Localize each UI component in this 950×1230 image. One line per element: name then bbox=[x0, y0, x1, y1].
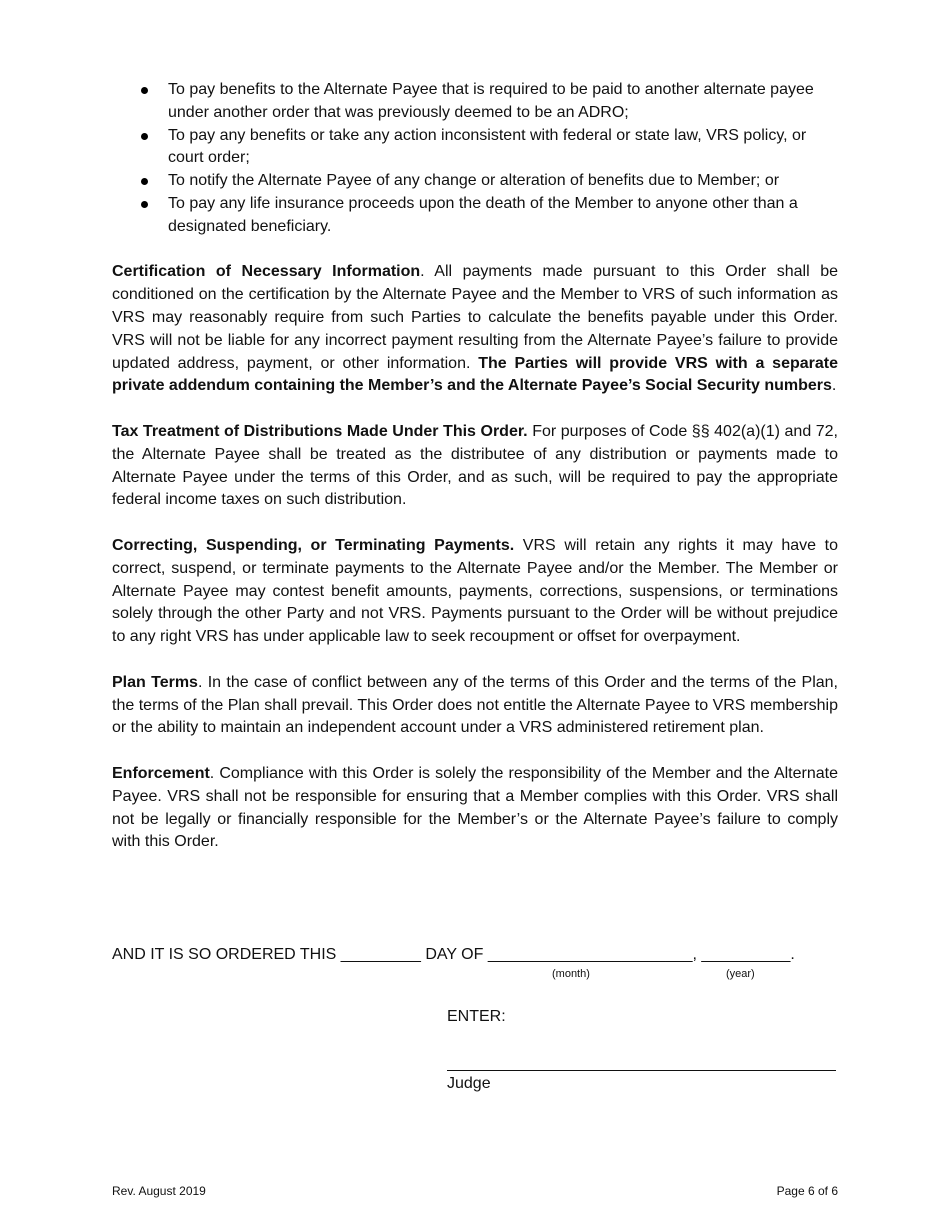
judge-label: Judge bbox=[447, 1075, 491, 1092]
section-heading: Enforcement bbox=[112, 764, 210, 782]
correcting-payments-section bbox=[112, 535, 838, 649]
section-text: VRS will retain any rights it may have to correct, suspend, or terminate payments to the Alternate Payee and/or the Member. The Member or Alternate Payee may contest benefit amounts, payments, corrections, suspensions, or terminations solely through the other Party and not VRS. Payments pursuant to the Order will be without prejudice to any right VRS has under applicable law to seek recoupment or offset for overpayment. bbox=[112, 536, 838, 646]
section-heading: Tax Treatment of Distributions Made Under This Order. bbox=[112, 422, 528, 440]
list-item: To pay any benefits or take any action inconsistent with federal or state law, VRS policy, or court order; bbox=[112, 125, 838, 171]
section-bold-text: The Parties will provide VRS with a separate private addendum containing the Member’s and the Alternate Payee’s Social Security numbers bbox=[112, 354, 839, 395]
page-number: Page 6 of 6 bbox=[776, 1184, 838, 1198]
tax-treatment-section bbox=[112, 421, 838, 512]
order-block bbox=[112, 946, 838, 980]
list-item: To pay benefits to the Alternate Payee that is required to be paid to another alternate payee under another order that was previously deemed to be an ADRO; bbox=[112, 79, 838, 125]
bullet-icon bbox=[141, 178, 148, 185]
certification-section: Certification of Necessary Information. All payments made pursuant to this Order shall be conditioned on the certification by the Alternate Payee and the Member to VRS of such information as VRS may reasonably require from such Parties to calculate the benefits payable under this Order. VRS will not be liable for any incorrect payment resulting from the Alternate Payee’s failure to provide updated address, payment, or other information. The Parties will provide VRS with a separate private addendum containing the Member’s and the Alternate Payee’s Social Security numbers. bbox=[112, 263, 839, 395]
section-text: . In the case of conflict between any of the terms of this Order and the terms of the Plan, the terms of the Plan shall prevail. This Order does not entitle the Alternate Payee to VRS membership or the ability to maintain an independent account under a VRS administered retirement plan. bbox=[112, 673, 839, 737]
judge-signature-line bbox=[447, 1070, 836, 1071]
exclusion-list bbox=[112, 79, 838, 239]
bullet-icon bbox=[141, 133, 148, 140]
section-heading: Correcting, Suspending, or Terminating Payments. bbox=[112, 536, 515, 554]
month-caption: (month) bbox=[552, 968, 590, 980]
section-heading: Certification of Necessary Information bbox=[112, 263, 421, 281]
section-text: . All payments made pursuant to this Order shall be conditioned on the certification by the Alternate Payee and the Member to VRS of such information as VRS may reasonably require from such Parties to calculate the benefits payable under this Order. VRS will not be liable for any incorrect payment resulting from the Alternate Payee’s failure to provide updated address, payment, or other information. bbox=[112, 263, 838, 372]
enforcement-section bbox=[112, 763, 838, 854]
enter-label: ENTER: bbox=[447, 1008, 506, 1025]
list-item: To pay any life insurance proceeds upon the death of the Member to anyone other than a designated beneficiary. bbox=[112, 193, 838, 239]
order-date-line bbox=[112, 946, 838, 980]
bullet-icon bbox=[141, 201, 148, 208]
list-item: To notify the Alternate Payee of any change or alteration of benefits due to Member; or bbox=[112, 170, 838, 193]
document-body bbox=[112, 79, 838, 854]
plan-terms-section bbox=[112, 672, 838, 740]
section-heading: Plan Terms bbox=[112, 673, 198, 691]
section-text: . Compliance with this Order is solely the responsibility of the Member and the Alternate Payee. VRS shall not be responsible for ensuring that a Member complies with this Order. VRS shall not be legally or financially responsible for the Member’s or the Alternate Payee’s failure to comply with this Order. bbox=[112, 764, 838, 851]
year-caption: (year) bbox=[726, 968, 755, 980]
order-statement: AND IT IS SO ORDERED THIS _________ DAY OF _______________________, __________. bbox=[112, 946, 795, 963]
section-text: For purposes of Code §§ 402(a)(1) and 72, the Alternate Payee shall be treated as the distributee of any distribution or payments made to Alternate Payee under the terms of this Order, and as such, will be required to pay the appropriate federal income taxes on such distribution. bbox=[112, 422, 839, 509]
bullet-icon bbox=[141, 87, 148, 94]
revision-footer: Rev. August 2019 bbox=[112, 1184, 206, 1198]
